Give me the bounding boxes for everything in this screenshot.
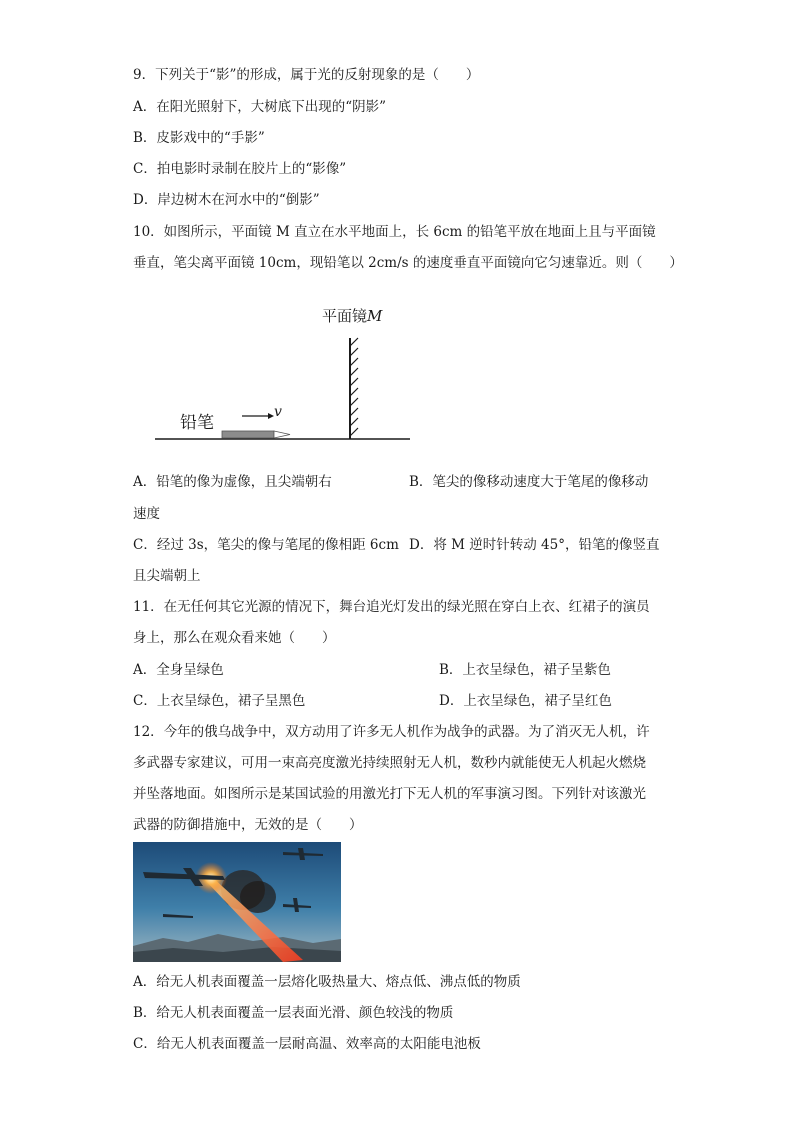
pencil-label: 铅笔 xyxy=(180,413,214,433)
q9-stem: 9．下列关于“影”的形成，属于光的反射现象的是（ ） xyxy=(133,67,480,83)
q12-stem-line1: 12．今年的俄乌战争中，双方动用了许多无人机作为战争的武器。为了消灭无人机，许 xyxy=(133,724,650,740)
q12-option-a: A．给无人机表面覆盖一层熔化吸热量大、熔点低、沸点低的物质 xyxy=(133,974,521,990)
q9-option-a: A．在阳光照射下，大树底下出现的“阴影” xyxy=(133,99,387,115)
q12-stem-line4: 武器的防御措施中，无效的是（ ） xyxy=(133,817,363,833)
q11-stem-line1: 11．在无任何其它光源的情况下，舞台追光灯发出的绿光照在穿白上衣、红裙子的演员 xyxy=(133,599,650,615)
pencil-tip xyxy=(274,431,290,438)
q9-option-d: D．岸边树木在河水中的“倒影” xyxy=(133,192,320,208)
q11-option-a: A．全身呈绿色 xyxy=(133,662,224,678)
q11-option-d: D．上衣呈绿色，裙子呈红色 xyxy=(439,693,612,709)
q10-option-d-line2: 且尖端朝上 xyxy=(133,568,201,584)
q10-option-a: A．铅笔的像为虚像，且尖端朝右 xyxy=(133,474,332,490)
q10-option-b-line1: B．笔尖的像移动速度大于笔尾的像移动 xyxy=(409,474,649,490)
q9-option-c: C．拍电影时录制在胶片上的“影像” xyxy=(133,161,347,177)
velocity-arrow-head xyxy=(268,413,274,419)
mirror-symbol: M xyxy=(367,307,383,325)
q11-option-c: C．上衣呈绿色，裙子呈黑色 xyxy=(133,693,306,709)
mirror-pencil-figure xyxy=(150,300,420,450)
q11-option-b: B．上衣呈绿色，裙子呈紫色 xyxy=(439,662,611,678)
q10-option-d-line1: D．将 M 逆时针转动 45°，铅笔的像竖直 xyxy=(409,537,660,553)
q12-option-c: C．给无人机表面覆盖一层耐高温、效率高的太阳能电池板 xyxy=(133,1036,481,1052)
q12-stem-line2: 多武器专家建议，可用一束高亮度激光持续照射无人机，数秒内就能使无人机起火燃烧 xyxy=(133,755,646,771)
q12-stem-line3: 并坠落地面。如图所示是某国试验的用激光打下无人机的军事演习图。下列针对该激光 xyxy=(133,786,646,802)
mirror-pencil-drawing xyxy=(150,300,420,450)
laser-drone-photo xyxy=(133,842,341,962)
q10-option-c: C．经过 3s，笔尖的像与笔尾的像相距 6cm xyxy=(133,537,399,553)
q10-stem-line2: 垂直，笔尖离平面镜 10cm，现铅笔以 2cm/s 的速度垂直平面镜向它匀速靠近。则（ ） xyxy=(133,255,683,271)
q10-stem-line1: 10．如图所示，平面镜 M 直立在水平地面上，长 6cm 的铅笔平放在地面上且与平面镜 xyxy=(133,224,656,240)
q10-option-b-line2: 速度 xyxy=(133,506,160,522)
pencil-body xyxy=(222,431,274,438)
velocity-symbol: v xyxy=(274,404,282,420)
mirror-label-text: 平面镜 xyxy=(322,307,368,325)
q12-option-b: B．给无人机表面覆盖一层表面光滑、颜色较浅的物质 xyxy=(133,1005,454,1021)
q9-option-b: B．皮影戏中的“手影” xyxy=(133,130,265,146)
q11-stem-line2: 身上，那么在观众看来她（ ） xyxy=(133,630,336,646)
laser-drone-illustration xyxy=(133,842,341,962)
mirror-hatching xyxy=(350,338,358,436)
